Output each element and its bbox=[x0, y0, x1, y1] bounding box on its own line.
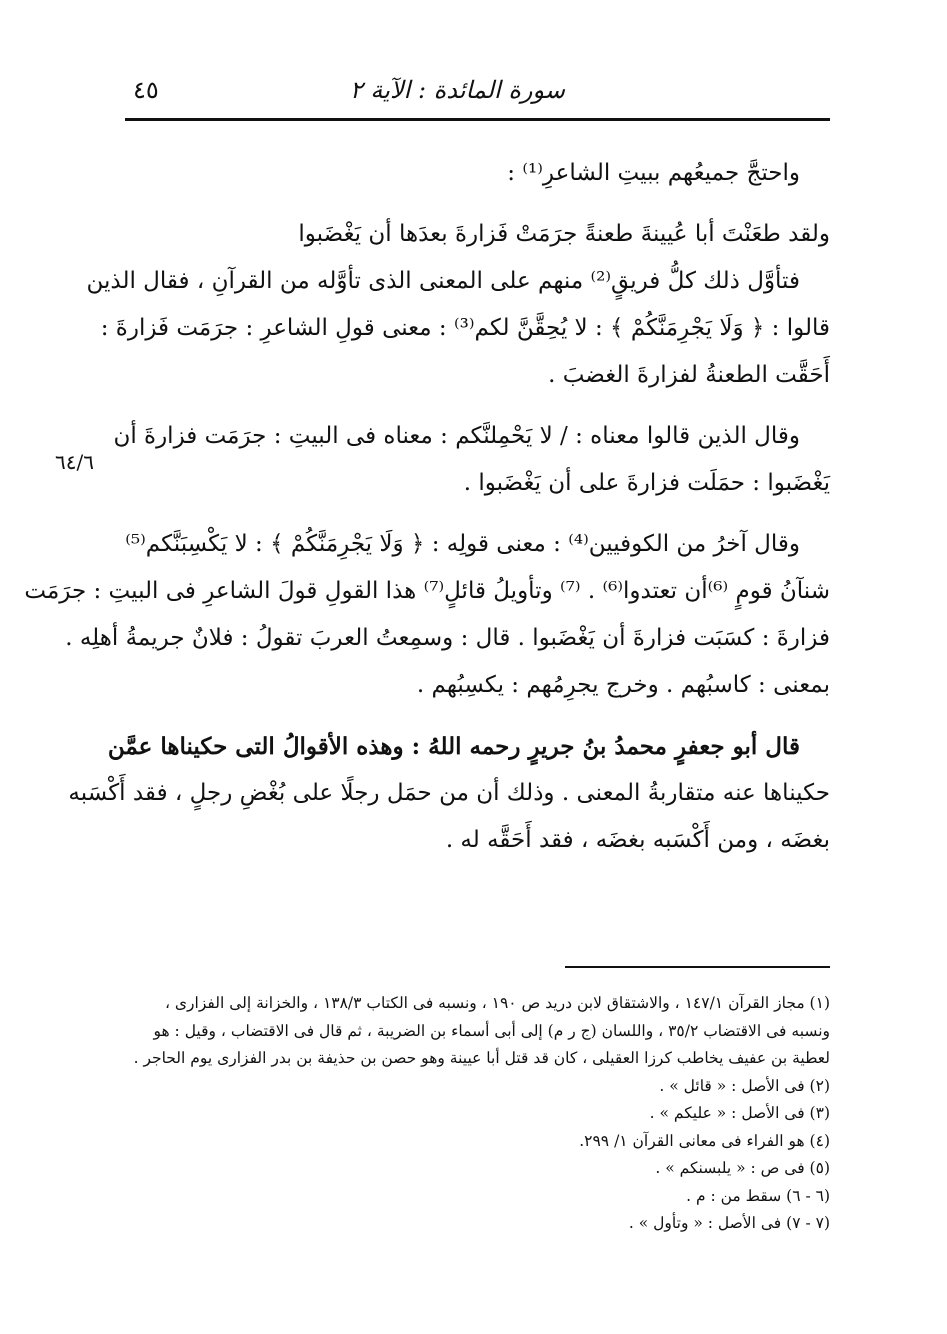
footnote-line: (٢) فى الأصل : « قائل » . bbox=[659, 1076, 830, 1095]
footnote-line: (٧ - ٧) فى الأصل : « وتأول » . bbox=[628, 1214, 830, 1232]
header-rule bbox=[125, 118, 830, 121]
text-line: قال أبو جعفرٍ محمدُ بنُ جريرٍ رحمه اللهُ : وهذه الأقوالُ التى حكيناها عمَّن bbox=[107, 733, 800, 760]
running-title: سورة المائدة : الآية ٢ bbox=[349, 76, 565, 104]
text-line: واحتجَّ جميعُهم ببيتِ الشاعرِ⁽¹⁾ : bbox=[507, 160, 800, 186]
footnote-line: ونسبه فى الاقتضاب ٣٥/٢ ، واللسان (ج ر م) إلى أبى أسماء بن الضريبة ، ثم قال فى الاقتضاب ، وقيل : هو bbox=[153, 1021, 830, 1040]
margin-reference: ٦٤/٦ bbox=[55, 450, 94, 474]
page-header bbox=[125, 64, 830, 114]
footnote-line: لعطية بن عفيف يخاطب كرزا العقيلى ، كان قد قتل أبا عيينة وهو حصن بن حذيفة بن بدر الفزارى يوم الحاجر . bbox=[133, 1049, 830, 1067]
page-number: ٤٥ bbox=[133, 76, 159, 104]
text-line: شنآنُ قومٍ ⁽⁶⁾أن تعتدوا⁽⁶⁾ . ⁽⁷⁾ وتأويلُ قائلٍ⁽⁷⁾ هذا القولِ قولَ الشاعرِ فى البيتِ : جرَمَت bbox=[24, 578, 830, 604]
text-line: فزارةَ : كسَبَت فزارةَ أن يَغْضَبوا . قال : وسمِعتُ العربَ تقولُ : فلانٌ جريمةُ أهلِه . bbox=[65, 625, 830, 651]
text-line: بغضَه ، ومن أَكْسَبه بغضَه ، فقد أَحَقَّه له . bbox=[445, 827, 830, 853]
text-line: فتأوَّل ذلك كلُّ فريقٍ⁽²⁾ منهم على المعنى الذى تأوَّله من القرآنِ ، فقال الذين bbox=[86, 268, 800, 294]
footnotes bbox=[125, 990, 830, 1238]
text-line: يَغْضَبوا : حمَلَت فزارةَ على أن يَغْضَبوا . bbox=[463, 470, 830, 496]
footnote-line: (٤) هو الفراء فى معانى القرآن ١/ ٢٩٩. bbox=[579, 1131, 830, 1150]
text-line: وقال آخرُ من الكوفيين⁽⁴⁾ : معنى قولِه : ﴿ وَلَا يَجْرِمَنَّكُمْ ﴾ : لا يَكْسِبَنَّكم⁽⁵⁾ bbox=[125, 531, 800, 557]
text-line: حكيناها عنه متقاربةُ المعنى . وذلك أن من حمَل رجلًا على بُغْضِ رجلٍ ، فقد أَكْسَبه bbox=[68, 780, 830, 806]
verse-line: ولقد طعَنْتَ أبا عُيينةَ طعنةً جرَمَتْ فَزارةَ بعدَها أن يَغْضَبوا bbox=[298, 221, 830, 247]
footnote-line: (٥) فى ص : « يلبسنكم » . bbox=[655, 1159, 830, 1177]
footnote-line: (٦ - ٦) سقط من : م . bbox=[686, 1186, 830, 1205]
text-line: وقال الذين قالوا معناه : / لا يَحْمِلنَّكم : معناه فى البيتِ : جرَمَت فزارةَ أن bbox=[113, 423, 800, 449]
text-line: قالوا : ﴿ وَلَا يَجْرِمَنَّكُمْ ﴾ : لا يُحِقَّنَّ لكم⁽³⁾ : معنى قولِ الشاعرِ : جرَمَت فَزارةَ : bbox=[100, 315, 830, 341]
footnote-line: (٣) فى الأصل : « عليكم » . bbox=[649, 1104, 830, 1122]
footnote-rule bbox=[565, 966, 830, 968]
text-line: أَحَقَّت الطعنةُ لفزارةَ الغضبَ . bbox=[548, 362, 830, 388]
footnote-line: (١) مجاز القرآن ١٤٧/١ ، والاشتقاق لابن دريد ص ١٩٠ ، ونسبه فى الكتاب ١٣٨/٣ ، والخزانة إلى الفزارى ، bbox=[165, 994, 830, 1012]
text-line: بمعنى : كاسبُهم . وخرج يجرِمُهم : يكسِبُهم . bbox=[416, 672, 830, 698]
